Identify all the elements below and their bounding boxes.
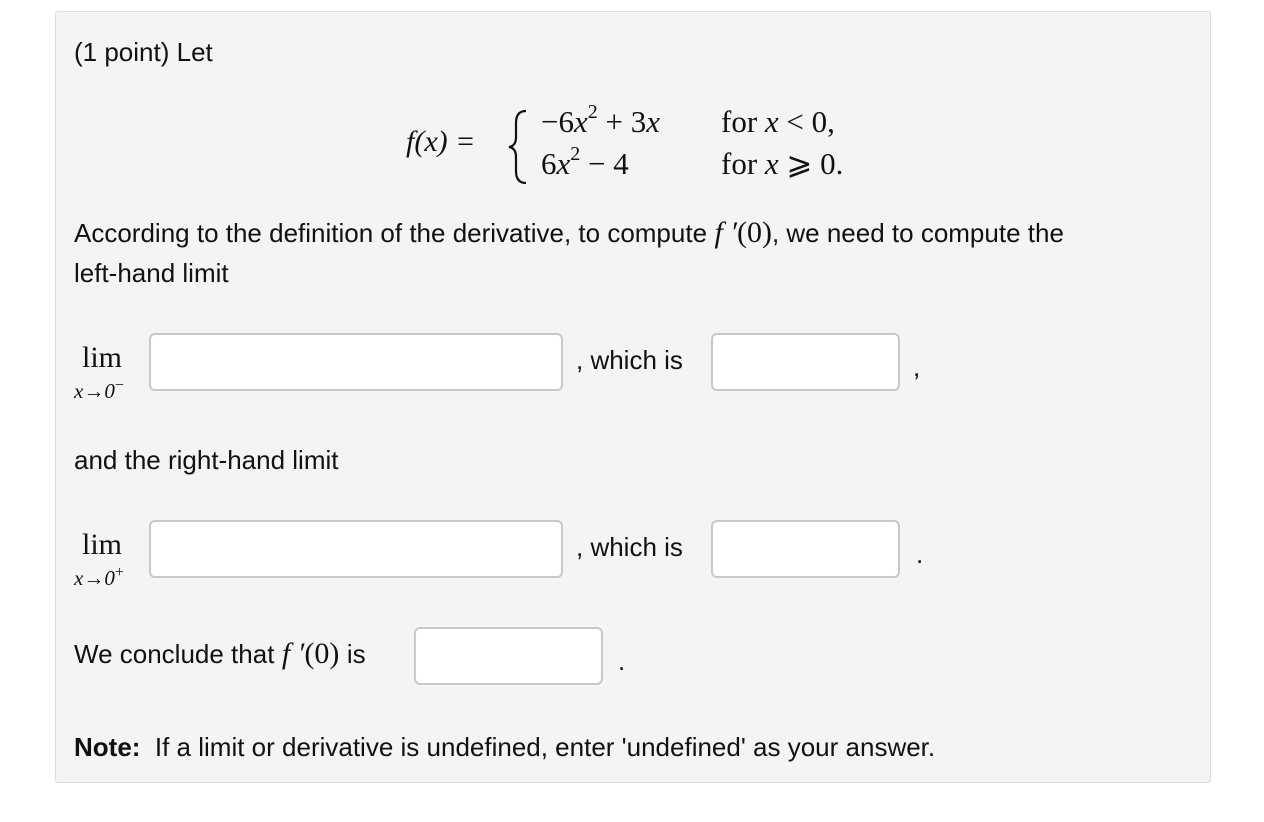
function-lhs: f(x) = — [406, 125, 476, 158]
case1-expression: $-6x^2 + 3x$ — [541, 101, 660, 139]
lim-left — [74, 343, 130, 404]
note-text: If a limit or derivative is undefined, enter 'undefined' as your answer. — [154, 732, 936, 762]
definition-sentence — [74, 218, 1064, 248]
trailing-period-2: . — [618, 646, 626, 676]
trailing-period-1: . — [916, 539, 924, 569]
case1-condition: for x < 0, — [721, 104, 835, 139]
left-limit-value-input[interactable] — [711, 333, 900, 391]
which-is-right: , which is — [576, 532, 683, 562]
case2-condition: for x ⩾ 0. — [721, 146, 844, 181]
definition-text-a: According to the definition of the derivative, to compute — [74, 218, 708, 248]
lim-left-subscript: x→0− — [74, 377, 124, 403]
f-prime-zero: f ′ — [707, 216, 737, 249]
left-hand-limit-label: left-hand limit — [74, 258, 229, 288]
which-is-left: , which is — [576, 345, 683, 375]
right-hand-limit-label: and the right-hand limit — [74, 445, 339, 475]
problem-intro: (1 point) Let — [74, 37, 213, 67]
f-prime-zero-arg: (0) — [736, 216, 772, 249]
right-limit-expression-input[interactable] — [149, 520, 563, 578]
left-limit-expression-input[interactable] — [149, 333, 563, 391]
note-label: Note: — [74, 732, 141, 762]
lim-right — [74, 530, 130, 591]
conclude-text-a: We conclude that — [74, 639, 275, 669]
lim-word: lim — [81, 341, 122, 374]
f-prime-zero-conclusion-arg: (0) — [304, 637, 347, 670]
right-limit-value-input[interactable] — [711, 520, 900, 578]
left-brace — [506, 109, 530, 185]
f-prime-zero-conclusion: f ′ — [274, 637, 305, 670]
definition-text-b: , we need to compute the — [771, 218, 1064, 248]
note — [74, 732, 935, 762]
lim-right-subscript: x→0+ — [74, 564, 124, 590]
conclusion-sentence — [74, 639, 366, 669]
derivative-value-input[interactable] — [414, 627, 603, 685]
lim-word: lim — [81, 528, 122, 561]
conclude-text-b: is — [346, 639, 366, 669]
trailing-comma: , — [913, 352, 921, 382]
problem-panel — [55, 11, 1211, 783]
case2-expression: $6x^2 - 4$ — [541, 143, 629, 181]
